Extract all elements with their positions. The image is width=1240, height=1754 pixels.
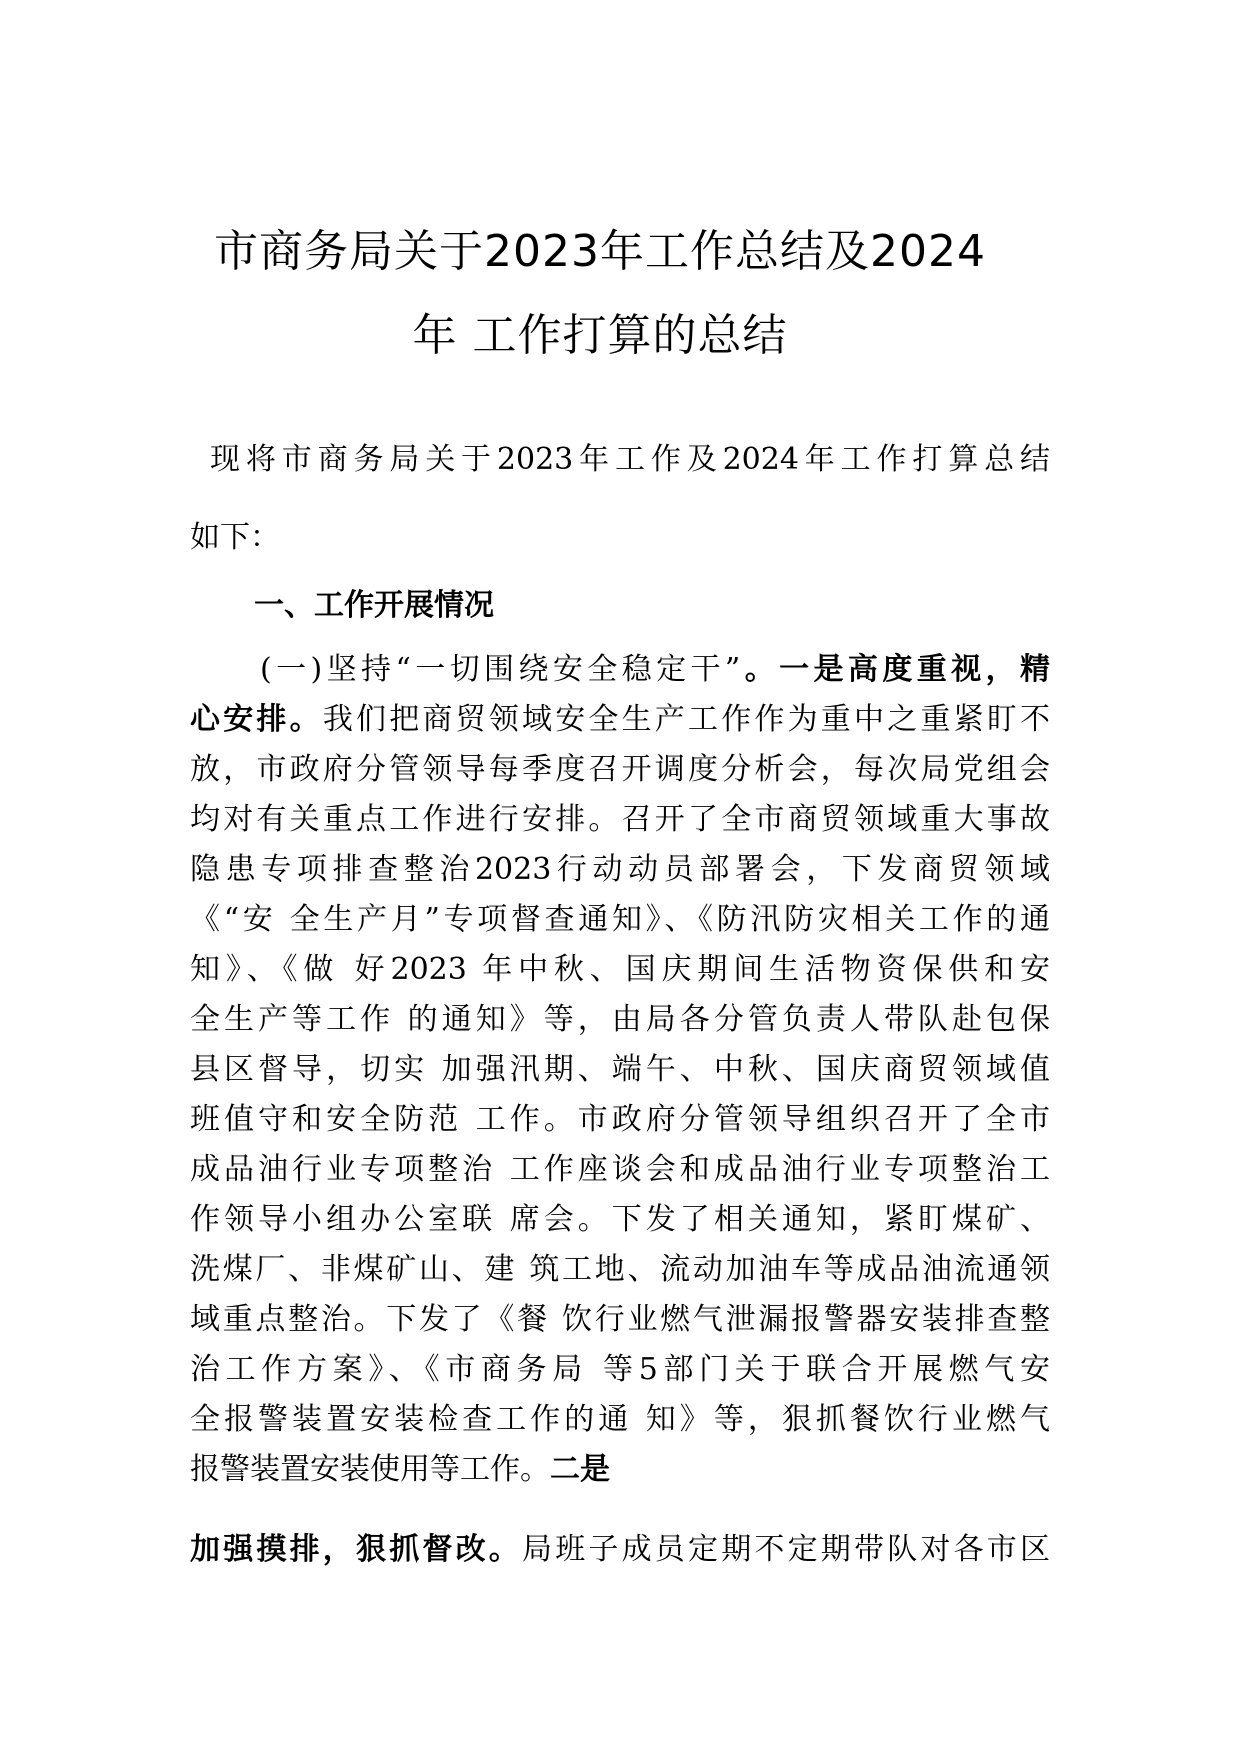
paragraph-1-line-2-text: 我们把商贸领域安全生产工作作为重中之重紧盯不 (322, 702, 1051, 737)
intro-line-2: 如下： (190, 520, 280, 555)
section-1-heading: 一、工作开展情况 (254, 588, 494, 623)
paragraph-1-line-5: 隐患专项排查整治2023行动动员部署会，下发商贸领域 (190, 852, 1050, 887)
paragraph-1-line-4: 均对有关重点工作进行安排。召开了全市商贸领域重大事故 (190, 802, 1050, 837)
paragraph-1-line-13: 洗煤厂、非煤矿山、建 筑工地、流动加油车等成品油流通领 (190, 1252, 1050, 1287)
document-title-line-1: 市商务局关于2023年工作总结及2024 (214, 226, 986, 277)
paragraph-1-line-12: 作领导小组办公室联 席会。下发了相关通知，紧盯煤矿、 (190, 1202, 1050, 1237)
paragraph-1-line-9: 县区督导，切实 加强汛期、端午、中秋、国庆商贸领域值 (190, 1052, 1050, 1087)
paragraph-1-line-2-bold: 心安排。 (190, 702, 323, 737)
paragraph-1-line-3: 放，市政府分管领导每季度召开调度分析会，每次局党组会 (190, 752, 1050, 787)
paragraph-1-line-17-text: 报警装置安装使用等工作。 (190, 1452, 550, 1487)
paragraph-2-line-1 (190, 1530, 1050, 1570)
paragraph-1-line-6: 《“安 全生产月”专项督查通知》、《防汛防灾相关工作的通 (190, 902, 1050, 937)
paragraph-1-line-2 (190, 700, 1050, 740)
document-title-line-2: 年 工作打算的总结 (412, 310, 788, 361)
paragraph-1-line-1-text: (一)坚持“一切围绕安全稳定干” (260, 652, 741, 687)
paragraph-1-line-17-bold: 二是 (550, 1452, 610, 1487)
paragraph-1-line-15: 治工作方案》、《市商务局 等5部门关于联合开展燃气安 (190, 1352, 1050, 1387)
paragraph-1-line-1-bold: 。一是高度重视，精 (740, 652, 1050, 687)
intro-line-1: 现将市商务局关于2023年工作及2024年工作打算总结 (210, 442, 1050, 477)
paragraph-1-line-14: 域重点整治。下发了《餐 饮行业燃气泄漏报警器安装排查整 (190, 1302, 1050, 1337)
paragraph-1-line-11: 成品油行业专项整治 工作座谈会和成品油行业专项整治工 (190, 1152, 1050, 1187)
paragraph-1-line-10: 班值守和安全防范 工作。市政府分管领导组织召开了全市 (190, 1102, 1050, 1137)
paragraph-2-line-1-bold: 加强摸排，狠抓督改。 (190, 1532, 522, 1567)
paragraph-1-line-7: 知》、《做 好2023 年中秋、国庆期间生活物资保供和安 (190, 952, 1050, 987)
paragraph-1-line-16: 全报警装置安装检查工作的通 知》等，狠抓餐饮行业燃气 (190, 1402, 1050, 1437)
paragraph-2-line-1-text: 局班子成员定期不定期带队对各市区 (522, 1532, 1050, 1567)
paragraph-1-line-17 (190, 1450, 1050, 1490)
paragraph-1-line-1 (260, 650, 1050, 690)
paragraph-1-line-8: 全生产等工作 的通知》等，由局各分管负责人带队赴包保 (190, 1002, 1050, 1037)
